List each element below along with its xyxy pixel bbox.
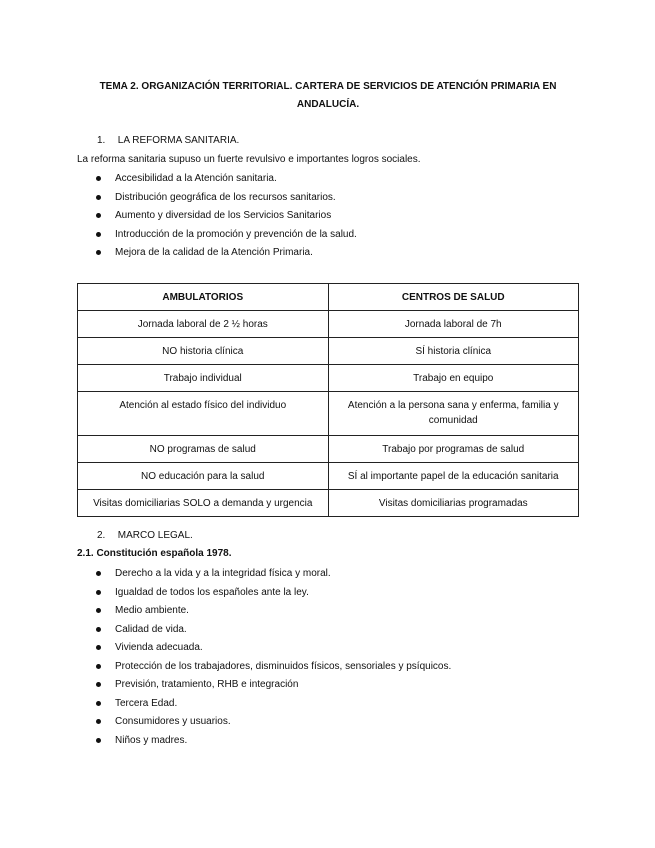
table-cell: Atención a la persona sana y enferma, familia y comunidad	[328, 392, 579, 436]
list-item: Distribución geográfica de los recursos sanitarios.	[96, 191, 357, 210]
column-header: AMBULATORIOS	[78, 284, 329, 311]
table-cell: SÍ al importante papel de la educación sanitaria	[328, 463, 579, 490]
bullet-icon	[96, 571, 101, 576]
bullet-icon	[96, 608, 101, 613]
table-row	[78, 311, 579, 338]
page-title: TEMA 2. ORGANIZACIÓN TERRITORIAL. CARTERA DE SERVICIOS DE ATENCIÓN PRIMARIA EN ANDALUCÍA.	[99, 81, 557, 110]
section-heading-text: LA REFORMA SANITARIA.	[117, 135, 240, 146]
bullet-icon	[96, 195, 101, 200]
table-row	[78, 490, 579, 517]
table-row	[78, 392, 579, 436]
list-item: Medio ambiente.	[96, 604, 451, 623]
bullet-icon	[96, 719, 101, 724]
subsection-heading: 2.1. Constitución española 1978.	[77, 548, 232, 559]
table-cell: Jornada laboral de 2 ½ horas	[78, 311, 329, 338]
bullet-icon	[96, 590, 101, 595]
list-item: Mejora de la calidad de la Atención Primaria.	[96, 246, 357, 265]
table-cell: Trabajo en equipo	[328, 365, 579, 392]
table-row	[78, 436, 579, 463]
bullet-icon	[96, 627, 101, 632]
list-item: Calidad de vida.	[96, 623, 451, 642]
table-cell: Trabajo por programas de salud	[328, 436, 579, 463]
list-item: Previsión, tratamiento, RHB e integración	[96, 678, 451, 697]
table-cell: NO educación para la salud	[78, 463, 329, 490]
bullet-icon	[96, 213, 101, 218]
section-heading-marco-legal	[97, 529, 193, 543]
section-number: 1.	[97, 135, 106, 146]
table-cell: SÍ historia clínica	[328, 338, 579, 365]
constitucion-bullet-list	[96, 567, 451, 752]
bullet-icon	[96, 232, 101, 237]
list-item: Igualdad de todos los españoles ante la ley.	[96, 586, 451, 605]
section-heading-reforma	[97, 134, 239, 148]
list-item: Introducción de la promoción y prevención de la salud.	[96, 228, 357, 247]
table-cell: Visitas domiciliarias programadas	[328, 490, 579, 517]
list-item: Consumidores y usuarios.	[96, 715, 451, 734]
bullet-icon	[96, 682, 101, 687]
table-cell: Jornada laboral de 7h	[328, 311, 579, 338]
table-header-row	[78, 284, 579, 311]
bullet-icon	[96, 738, 101, 743]
list-item: Niños y madres.	[96, 734, 451, 753]
section-number: 2.	[97, 530, 106, 541]
list-item: Protección de los trabajadores, disminuidos físicos, sensoriales y psíquicos.	[96, 660, 451, 679]
list-item: Tercera Edad.	[96, 697, 451, 716]
intro-paragraph: La reforma sanitaria supuso un fuerte revulsivo e importantes logros sociales.	[77, 154, 421, 165]
list-item: Vivienda adecuada.	[96, 641, 451, 660]
list-item: Derecho a la vida y a la integridad física y moral.	[96, 567, 451, 586]
comparison-table	[77, 283, 579, 517]
bullet-icon	[96, 645, 101, 650]
table-cell: Atención al estado físico del individuo	[78, 392, 329, 436]
bullet-icon	[96, 250, 101, 255]
table-cell: NO historia clínica	[78, 338, 329, 365]
column-header: CENTROS DE SALUD	[328, 284, 579, 311]
table-cell: NO programas de salud	[78, 436, 329, 463]
bullet-icon	[96, 176, 101, 181]
list-item: Aumento y diversidad de los Servicios Sanitarios	[96, 209, 357, 228]
table-cell: Trabajo individual	[78, 365, 329, 392]
reforma-bullet-list	[96, 172, 357, 265]
section-heading-text: MARCO LEGAL.	[117, 530, 193, 541]
list-item: Accesibilidad a la Atención sanitaria.	[96, 172, 357, 191]
table-row	[78, 365, 579, 392]
table-row	[78, 463, 579, 490]
bullet-icon	[96, 701, 101, 706]
table-cell: Visitas domiciliarias SOLO a demanda y urgencia	[78, 490, 329, 517]
bullet-icon	[96, 664, 101, 669]
table-row	[78, 338, 579, 365]
